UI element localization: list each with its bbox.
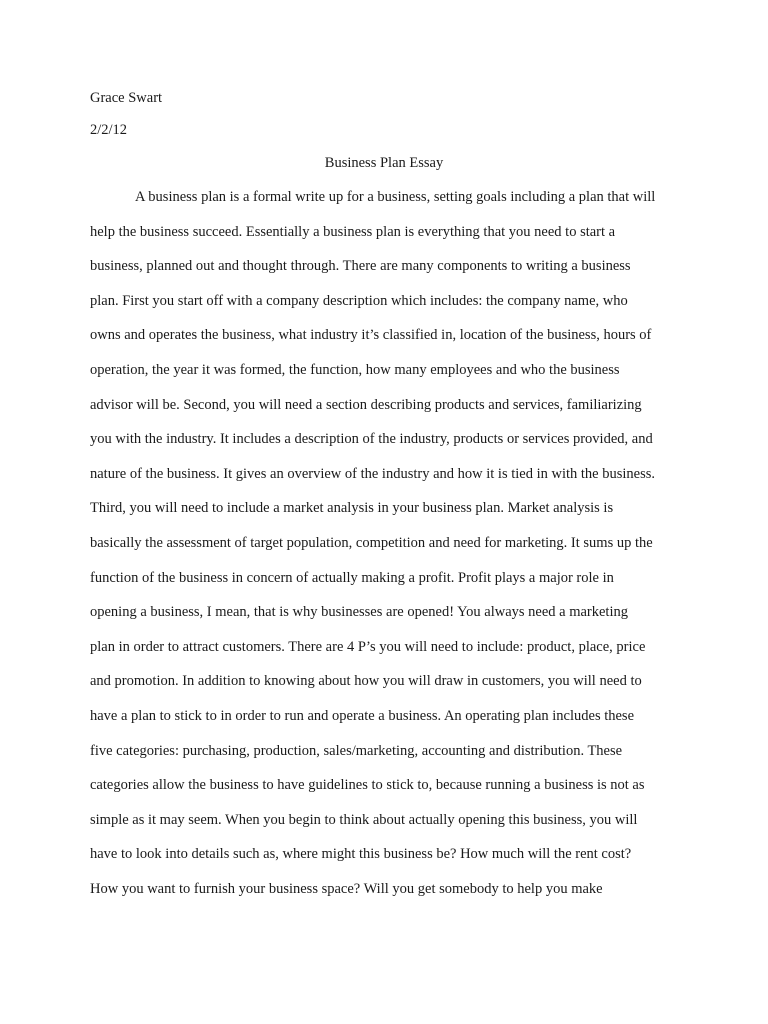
body-line: and promotion. In addition to knowing about how you will draw in customers, you will need to (90, 673, 642, 690)
body-line: plan in order to attract customers. There are 4 P’s you will need to include: product, place, price (90, 638, 646, 655)
body-line: have to look into details such as, where might this business be? How much will the rent cost? (90, 846, 632, 863)
body-line: A business plan is a formal write up for a business, setting goals including a plan that will (135, 189, 656, 205)
body-line: plan. First you start off with a company description which includes: the company name, who (90, 292, 628, 309)
body-line: basically the assessment of target population, competition and need for marketing. It sums up the (90, 534, 653, 551)
body-line: Third, you will need to include a market analysis in your business plan. Market analysis is (90, 500, 614, 517)
essay-title: Business Plan Essay (324, 155, 444, 171)
body-line: have a plan to stick to in order to run and operate a business. An operating plan includes these (90, 707, 635, 724)
body-line: advisor will be. Second, you will need a section describing products and services, familiarizing (90, 396, 642, 413)
document-date: 2/2/12 (90, 122, 128, 138)
body-line: opening a business, I mean, that is why businesses are opened! You always need a marketing (90, 604, 628, 621)
body-line: operation, the year it was formed, the function, how many employees and who the business (90, 361, 620, 378)
body-line: you with the industry. It includes a description of the industry, products or services provided, and (90, 431, 653, 448)
body-line: business, planned out and thought through. There are many components to writing a business (90, 258, 631, 275)
body-line: categories allow the business to have guidelines to stick to, because running a business is not as (90, 777, 645, 794)
body-line: owns and operates the business, what industry it’s classified in, location of the business, hours of (90, 327, 652, 344)
essay-body (90, 186, 690, 912)
body-line: nature of the business. It gives an overview of the industry and how it is tied in with the business. (90, 465, 656, 482)
body-line: help the business succeed. Essentially a business plan is everything that you need to start a (90, 223, 616, 240)
author-name: Grace Swart (90, 90, 163, 106)
body-line: simple as it may seem. When you begin to think about actually opening this business, you will (90, 811, 638, 828)
body-line: function of the business in concern of actually making a profit. Profit plays a major role in (90, 569, 614, 586)
body-line: five categories: purchasing, production, sales/marketing, accounting and distribution. These (90, 742, 623, 759)
body-line: How you want to furnish your business space? Will you get somebody to help you make (90, 880, 603, 897)
